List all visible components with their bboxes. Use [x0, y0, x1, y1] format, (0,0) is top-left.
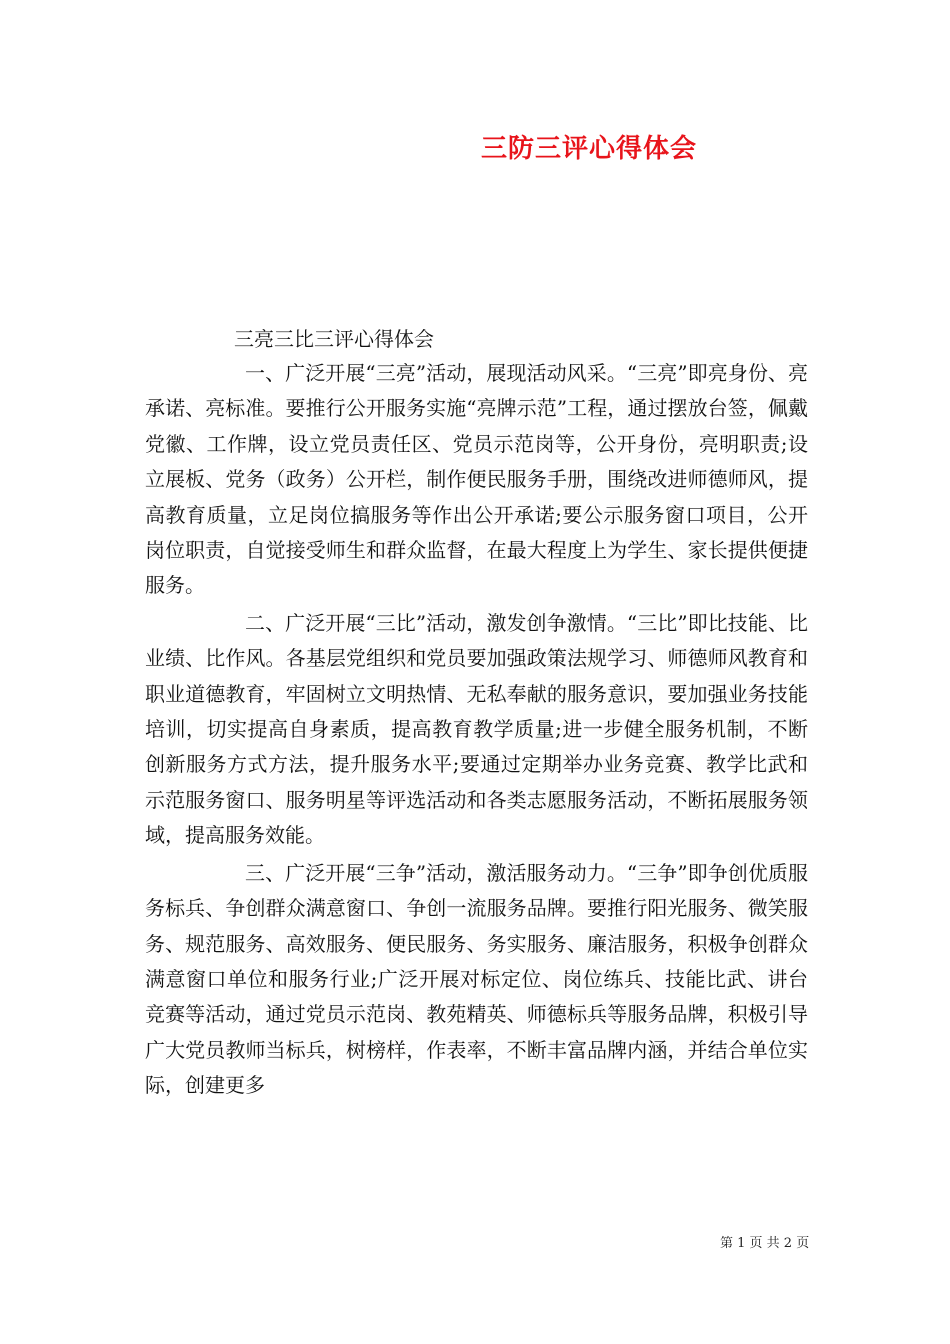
paragraph-1: 一、广泛开展“三亮”活动，展现活动风采。“三亮”即亮身份、亮承诺、亮标准。要推行公开服务实施“亮牌示范”工程，通过摆放台签，佩戴党徽、工作牌，设立党员责任区、党员示范岗等，公开身份，亮明职责;设立展板、党务（政务）公开栏，制作便民服务手册，围绕改进师德师风，提高教育质量，立足岗位搞服务等作出公开承诺;要公示服务窗口项目，公开岗位职责，自觉接受师生和群众监督，在最大程度上为学生、家长提供便捷服务。: [145, 361, 808, 598]
paragraph-3: 三、广泛开展“三争”活动，激活服务动力。“三争”即争创优质服务标兵、争创群众满意窗口、争创一流服务品牌。要推行阳光服务、微笑服务、规范服务、高效服务、便民服务、务实服务、廉洁服务，积极争创群众满意窗口单位和服务行业;广泛开展对标定位、岗位练兵、技能比武、讲台竞赛等活动，通过党员示范岗、教苑精英、师德标兵等服务品牌，积极引导广大党员教师当标兵，树榜样，作表率，不断丰富品牌内涵，并结合单位实际，创建更多: [145, 860, 808, 1098]
page-number-footer: 第 1 页 共 2 页: [720, 1236, 810, 1251]
document-body: [145, 356, 808, 1104]
document-title: 三防三评心得体会: [480, 134, 697, 164]
document-subtitle: 三亮三比三评心得体会: [234, 327, 434, 351]
paragraph-2: 二、广泛开展“三比”活动，激发创争激情。“三比”即比技能、比业绩、比作风。各基层党组织和党员要加强政策法规学习、师德师风教育和职业道德教育，牢固树立文明热情、无私奉献的服务意识，要加强业务技能培训，切实提高自身素质，提高教育教学质量;进一步健全服务机制，不断创新服务方式方法，提升服务水平;要通过定期举办业务竞赛、教学比武和示范服务窗口、服务明星等评选活动和各类志愿服务活动，不断拓展服务领域，提高服务效能。: [145, 610, 808, 848]
